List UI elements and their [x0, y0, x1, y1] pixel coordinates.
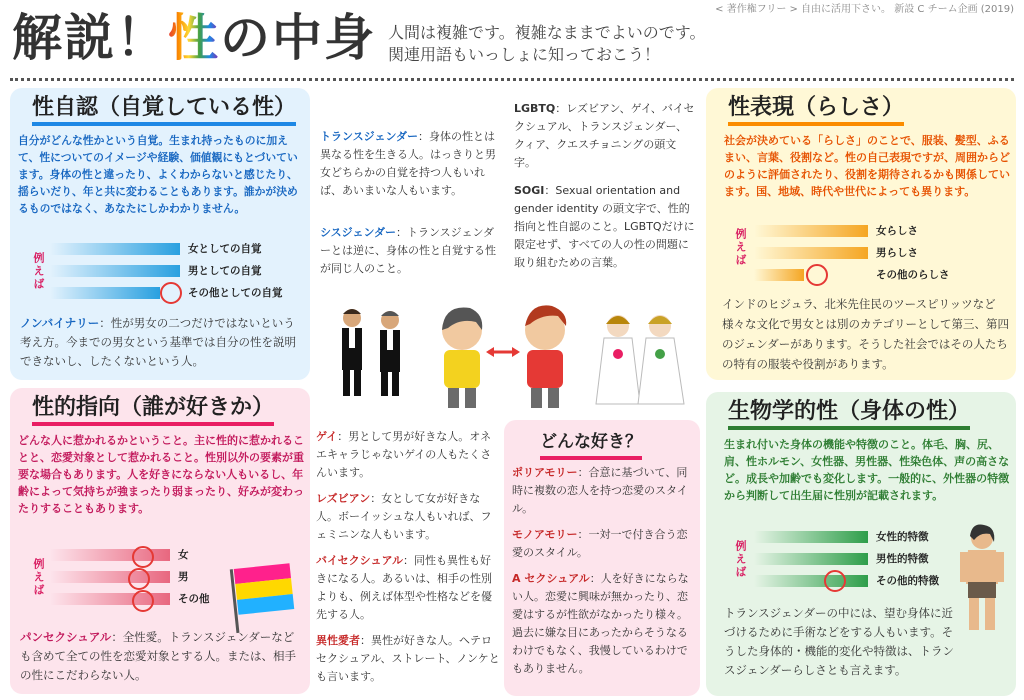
lesbian-desc: ：女として女が好きな人。ボーイッシュな人もいれば、フェミニンな人もいます。	[316, 492, 492, 541]
mono-text	[512, 526, 696, 562]
bar-label: 女としての自覚	[188, 243, 262, 255]
identity-bar-row	[50, 284, 300, 302]
bar-label: 女	[178, 549, 189, 561]
illustration-gay-couple	[330, 300, 416, 400]
orientation-bar-row	[50, 568, 200, 586]
pan-term: パンセクシュアル	[20, 630, 112, 644]
hetero-desc: ：異性が好きな人。ヘテロセクシュアル、ストレート、ノンケとも言います。	[316, 634, 500, 683]
bar-label: 女性的特徴	[876, 531, 929, 543]
identity-bars	[50, 240, 300, 306]
biology-body: 生まれ付いた身体の機能や特徴のこと。体毛、胸、尻、肩、性ホルモン、女性器、男性器、性染色体、声の高さなど。成長や加齢でも変化します。一般的に、外性器の特徴から判断して出生届に性別が記載されます。	[724, 438, 1010, 502]
lgbtq-text	[514, 100, 698, 172]
expression-bar-row	[754, 222, 1004, 240]
bar-label: 女らしさ	[876, 225, 918, 237]
person-icon	[380, 311, 400, 396]
lgbtq-panel	[508, 88, 698, 298]
marker-circle	[160, 282, 182, 304]
gay-desc: ：男として男が好きな人。オネエキャラじゃないゲイの人もたくさんいます。	[316, 430, 492, 479]
bar-fill	[50, 571, 170, 583]
donna-heading: どんな好き？	[540, 428, 642, 460]
orientation-bar-row	[50, 546, 200, 564]
bar-fill	[754, 531, 868, 543]
expression-body: 社会が決めている「らしさ」のことで、服装、髪型、ふるまい、言葉、役割など。性の自己表現ですが、周囲からどのように評価されたり、役割を期待されるかも関係しています。国、地域、時代や世代によっても異ります。	[724, 134, 1010, 198]
person-icon	[960, 524, 1004, 630]
bar-label: その他のらしさ	[876, 269, 950, 281]
poly-desc: ：合意に基づいて、同時に複数の恋人を持つ恋愛のスタイル。	[512, 466, 688, 515]
nonbinary-desc: ：性が男女の二つだけではないという考え方。今までの男女という基準では自分の性を説明できないし、したくないという人。	[20, 316, 296, 368]
biology-example-label: 例えば	[734, 540, 747, 579]
bar-fill	[754, 553, 868, 565]
sogi-desc: ：Sexual orientation and gender identity の頭文字で、性的指向と性自認のこと。LGBTQだけに限定せず、すべての人の性の問題に取り組むための言葉。	[514, 184, 695, 269]
ace-text	[512, 570, 696, 678]
expression-bar-row	[754, 266, 1004, 284]
person-icon	[596, 315, 640, 404]
credit-line: < 著作権フリー > 自由に活用下さい。 新設 C チーム企画 (2019)	[715, 4, 1014, 15]
cis-term: シスジェンダー	[320, 226, 397, 239]
bar-label: 男性的特徴	[876, 553, 929, 565]
biology-bars	[754, 528, 954, 594]
identity-example-label: 例えば	[32, 252, 45, 291]
biology-note: トランスジェンダーの中には、望む身体に近づけるために手術などをする人もいます。そうした身体的・機能的変化や特徴は、トランスジェンダーらしさとも言えます。	[724, 606, 954, 677]
bi-term: バイセクシュアル	[316, 554, 404, 567]
marker-circle	[132, 590, 154, 612]
lgbtq-term: LGBTQ	[514, 102, 556, 115]
illustration-body	[954, 522, 1010, 632]
ace-term: A セクシュアル	[512, 572, 590, 585]
orientation-bar-row	[50, 590, 210, 608]
biology-heading: 生物学的性（身体の性）	[728, 398, 970, 430]
bi-text	[316, 552, 500, 624]
pan-desc: ：全性愛。トランスジェンダーなども含めて全ての性を恋愛対象とする人。または、相手の性にこだわらない人。	[20, 630, 296, 682]
divider	[10, 78, 1014, 81]
hetero-term: 異性愛者	[316, 634, 360, 647]
sogi-text	[514, 182, 698, 272]
identity-body: 自分がどんな性かという自覚。生まれ持ったものに加えて、性についてのイメージや経験、価値観にもとづいています。身体の性と違ったり、よくわからないと感じたり、揺らいだり、年と共に変わることもあります。誰かが決めるものではなく、あなたにしかわかりません。	[18, 134, 298, 215]
person-icon	[442, 307, 482, 408]
expression-heading: 性表現（らしさ）	[728, 94, 904, 126]
identity-bar-row	[50, 262, 300, 280]
page-title	[12, 8, 376, 68]
bar-fill	[50, 265, 180, 277]
illustration-trans-pair	[430, 300, 580, 410]
marker-circle	[806, 264, 828, 286]
bar-label: 男	[178, 571, 189, 583]
trans-panel	[314, 88, 504, 288]
expression-panel	[706, 88, 1016, 380]
mono-desc: ：一対一で付き合う恋愛のスタイル。	[512, 528, 688, 559]
bar-fill	[50, 287, 160, 299]
identity-panel	[10, 88, 310, 380]
marker-circle	[824, 570, 846, 592]
trans-text	[320, 128, 500, 200]
trans-desc: ：身体の性とは異なる性を生きる人。はっきりと男女どちらかの自覚を持つ人もいれば、あいまいな人もいます。	[320, 130, 496, 197]
ace-desc: ：人を好きにならない人。恋愛に興味が無かったり、恋愛はするが性欲がなかったり様々。過去に嫌な目にあったからそうなるわけでもなく、我慢しているわけでもありません。	[512, 572, 689, 675]
bar-label: 男としての自覚	[188, 265, 262, 277]
title-post: の中身	[220, 9, 376, 67]
biology-bar-row	[754, 528, 954, 546]
bar-label: 男らしさ	[876, 247, 918, 259]
orientation-example-label: 例えば	[32, 558, 45, 597]
orientation-panel	[10, 388, 310, 694]
marker-circle	[128, 568, 150, 590]
person-icon	[342, 309, 362, 396]
marker-circle	[132, 546, 154, 568]
hetero-text	[316, 632, 500, 686]
pan-text	[20, 628, 304, 685]
bar-fill	[754, 225, 868, 237]
title-pre: 解説！	[12, 9, 168, 67]
arrow-icon	[486, 347, 520, 357]
lgbtq-desc: ：レズビアン、ゲイ、バイセクシュアル、トランスジェンダー、クィア、クエスチョニングの頭文字。	[514, 102, 695, 169]
subtitle-line-2: 関連用語もいっしょに知っておこう！	[388, 45, 661, 64]
gay-term: ゲイ	[316, 430, 338, 443]
lesbian-term: レズビアン	[316, 492, 371, 505]
illustration-brides	[590, 308, 690, 408]
pansexual-flag	[234, 563, 295, 615]
bar-fill	[754, 575, 868, 587]
poly-text	[512, 464, 696, 518]
terms-panel	[312, 420, 502, 696]
expression-bars	[754, 222, 1004, 288]
gay-text	[316, 428, 500, 482]
mono-term: モノアモリー	[512, 528, 578, 541]
biology-bar-row	[754, 550, 954, 568]
person-icon	[525, 305, 566, 408]
nonbinary-term: ノンバイナリー	[20, 316, 100, 330]
expression-bar-row	[754, 244, 1004, 262]
bi-desc: ：同性も異性も好きになる人。あるいは、相手の性別よりも、例えば体型や性格などを優先する人。	[316, 554, 492, 621]
nonbinary-text	[20, 314, 302, 371]
bar-fill	[754, 247, 868, 259]
identity-bar-row	[50, 240, 300, 258]
donna-panel	[504, 420, 700, 696]
expression-example-label: 例えば	[734, 228, 747, 267]
identity-heading: 性自認（自覚している性）	[32, 94, 296, 126]
expression-note: インドのヒジュラ、北米先住民のツースピリッツなど様々な文化で男女とは別のカテゴリーとして第三、第四のジェンダーがあります。そうした社会ではその人たちの特有の服装や役割があります。	[722, 297, 1010, 371]
sogi-term: SOGI	[514, 184, 545, 197]
biology-bar-row	[754, 572, 954, 590]
poly-term: ポリアモリー	[512, 466, 578, 479]
orientation-bars	[50, 546, 210, 612]
orientation-heading: 性的指向（誰が好きか）	[32, 394, 274, 426]
bar-label: その他	[178, 593, 210, 605]
bar-label: その他的特徴	[876, 575, 939, 587]
bar-fill	[754, 269, 804, 281]
cis-text	[320, 224, 500, 278]
subtitle	[388, 22, 705, 66]
person-icon	[638, 315, 684, 404]
subtitle-line-1: 人間は複雑です。複雑なままでよいのです。	[388, 23, 706, 42]
bar-label: その他としての自覚	[188, 287, 283, 299]
trans-term: トランスジェンダー	[320, 130, 419, 143]
bar-fill	[50, 243, 180, 255]
cis-desc: ：トランスジェンダーとは逆に、身体の性と自覚する性が同じ人のこと。	[320, 226, 496, 275]
biology-panel	[706, 392, 1016, 696]
title-highlight: 性	[168, 9, 220, 67]
orientation-body: どんな人に惹かれるかということ。主に性的に惹かれることと、恋愛対象として惹かれること。性別以外の要素が重要な場合もあります。人を好きにならない人もいるし、年齢によって気持ちが強まったり弱まったり、好みが変わったりすることもあります。	[18, 434, 304, 515]
lesbian-text	[316, 490, 500, 544]
